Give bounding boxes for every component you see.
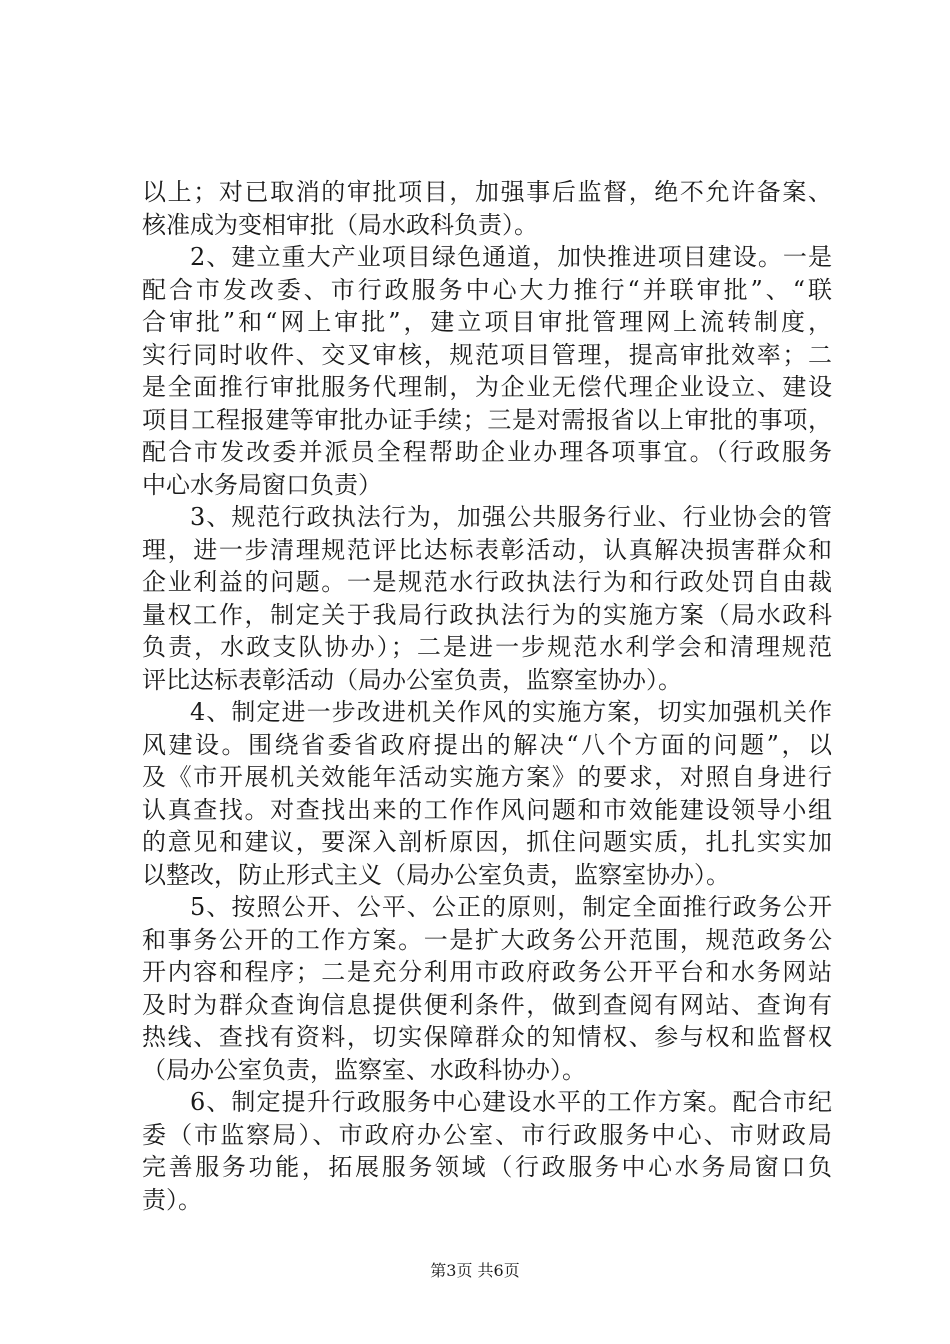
body-text-line: 核准成为变相审批（局水政科负责）。 (142, 210, 538, 239)
paragraph-4-start: 4、制定进一步改进机关作风的实施方案，切实加强机关作 (190, 698, 832, 726)
body-text-line: 合审批”和“网上审批”，建立项目审批管理网上流转制度， (142, 308, 832, 336)
body-text-line: 认真查找。对查找出来的工作作风问题和市效能建设领导小组 (142, 795, 832, 824)
body-text-line: 责）。 (142, 1185, 202, 1214)
body-text-line: 项目工程报建等审批办证手续；三是对需报省以上审批的事项， (142, 405, 832, 434)
body-text-line: 负责，水政支队协办）；二是进一步规范水利学会和清理规范 (142, 633, 832, 661)
body-text-line: 开内容和程序；二是充分利用市政府政务公开平台和水务网站 (142, 958, 832, 986)
body-text-line: 热线、查找有资料，切实保障群众的知情权、参与权和监督权 (142, 1023, 832, 1051)
paragraph-3-start: 3、规范行政执法行为，加强公共服务行业、行业协会的管 (190, 503, 832, 531)
body-text-line: 以上；对已取消的审批项目，加强事后监督，绝不允许备案、 (142, 178, 832, 206)
body-text-line: 风建设。围绕省委省政府提出的解决“八个方面的问题”，以 (142, 730, 832, 759)
body-text-line: 量权工作，制定关于我局行政执法行为的实施方案（局水政科 (142, 600, 832, 629)
body-text-line: 是全面推行审批服务代理制，为企业无偿代理企业设立、建设 (142, 373, 832, 401)
body-text-line: 评比达标表彰活动（局办公室负责，监察室协办）。 (142, 665, 682, 694)
page-number-footer: 第3页 共6页 (430, 1261, 520, 1280)
body-text-line: 及时为群众查询信息提供便利条件，做到查阅有网站、查询有 (142, 990, 832, 1019)
paragraph-5-start: 5、按照公开、公平、公正的原则，制定全面推行政务公开 (190, 893, 832, 921)
paragraph-2-start: 2、建立重大产业项目绿色通道，加快推进项目建设。一是 (190, 243, 832, 271)
body-text-line: 配合市发改委并派员全程帮助企业办理各项事宜。（行政服务 (142, 438, 832, 466)
body-text-line: （局办公室负责，监察室、水政科协办）。 (142, 1055, 586, 1084)
body-text-line: 的意见和建议，要深入剖析原因，抓住问题实质，扎扎实实加 (142, 828, 832, 856)
body-text-line: 理，进一步清理规范评比达标表彰活动，认真解决损害群众和 (142, 535, 832, 564)
body-text-line: 企业利益的问题。一是规范水行政执法行为和行政处罚自由裁 (142, 568, 832, 596)
paragraph-6-start: 6、制定提升行政服务中心建设水平的工作方案。配合市纪 (190, 1088, 832, 1116)
body-text-line: 完善服务功能，拓展服务领域（行政服务中心水务局窗口负 (142, 1153, 832, 1181)
body-text-line: 以整改，防止形式主义（局办公室负责，监察室协办）。 (142, 860, 730, 889)
body-text-line: 实行同时收件、交叉审核，规范项目管理，提高审批效率；二 (142, 340, 832, 369)
body-text-line: 中心水务局窗口负责） (142, 470, 382, 499)
body-text-line: 及《市开展机关效能年活动实施方案》的要求，对照自身进行 (142, 763, 832, 791)
body-text-line: 配合市发改委、市行政服务中心大力推行“并联审批”、“联 (142, 275, 832, 304)
body-text-line: 委（市监察局）、市政府办公室、市行政服务中心、市财政局 (142, 1120, 832, 1149)
body-text-line: 和事务公开的工作方案。一是扩大政务公开范围，规范政务公 (142, 925, 832, 954)
